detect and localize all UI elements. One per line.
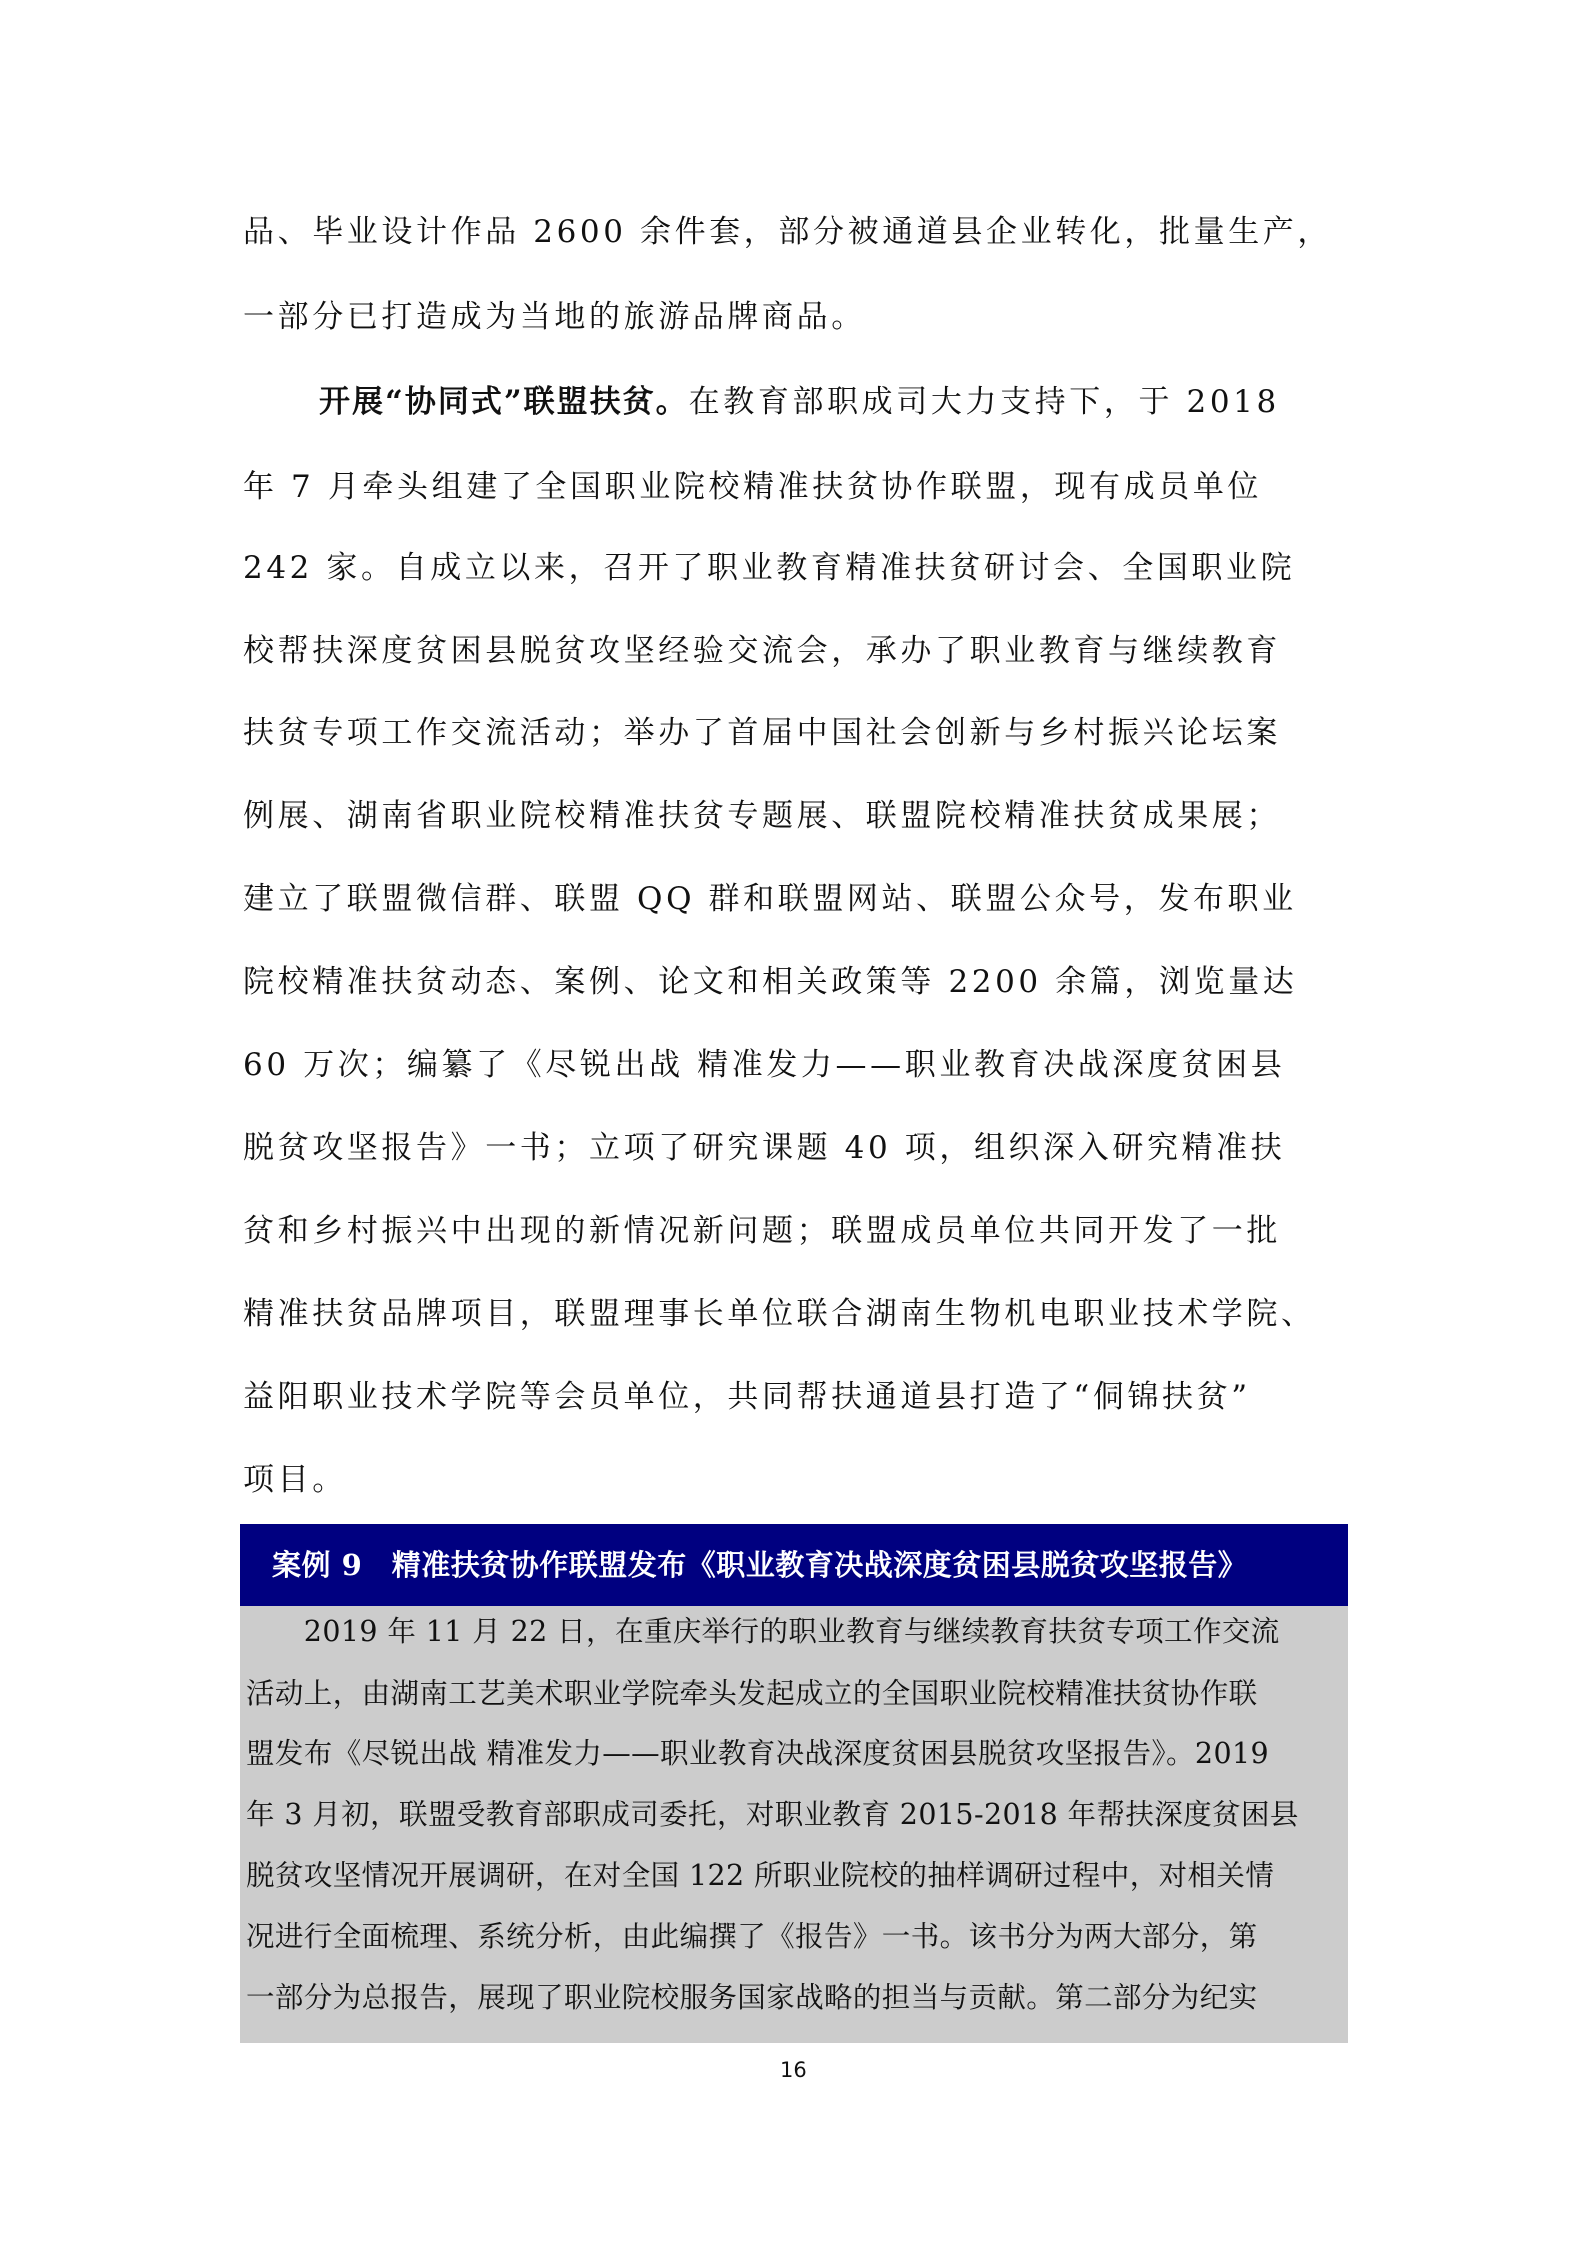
paragraph-line: 一部分已打造成为当地的旅游品牌商品。 (243, 299, 866, 335)
paragraph-line: 贫和乡村振兴中出现的新情况新问题；联盟成员单位共同开发了一批 (243, 1213, 1281, 1249)
case-study-body (240, 1606, 1348, 2043)
paragraph-line: 院校精准扶贫动态、案例、论文和相关政策等 2200 余篇，浏览量达 (243, 964, 1298, 1000)
paragraph-line: 精准扶贫品牌项目，联盟理事长单位联合湖南生物机电职业技术学院、 (243, 1296, 1316, 1332)
paragraph-line: 品、毕业设计作品 2600 余件套，部分被通道县企业转化，批量生产， (243, 214, 1332, 250)
paragraph-line: 益阳职业技术学院等会员单位，共同帮扶通道县打造了“侗锦扶贫” (243, 1379, 1251, 1415)
paragraph-line: 例展、湖南省职业院校精准扶贫专题展、联盟院校精准扶贫成果展； (243, 798, 1281, 834)
case-line: 脱贫攻坚情况开展调研，在对全国 122 所职业院校的抽样调研过程中，对相关情 (246, 1859, 1275, 1892)
paragraph-line: 脱贫攻坚报告》一书；立项了研究课题 40 项，组织深入研究精准扶 (243, 1130, 1286, 1166)
case-study-box (240, 1524, 1348, 2043)
case-line: 活动上，由湖南工艺美术职业学院牵头发起成立的全国职业院校精准扶贫协作联 (246, 1677, 1258, 1710)
paragraph-line: 扶贫专项工作交流活动；举办了首届中国社会创新与乡村振兴论坛案 (243, 715, 1281, 751)
paragraph-line: 校帮扶深度贫困县脱贫攻坚经验交流会，承办了职业教育与继续教育 (243, 633, 1281, 669)
case-study-title: 案例 9 精准扶贫协作联盟发布《职业教育决战深度贫困县脱贫攻坚报告》 (240, 1524, 1348, 1606)
section-lead-heading: 开展“协同式”联盟扶贫。 (319, 384, 689, 420)
page-number: 16 (780, 2058, 807, 2082)
case-line: 况进行全面梳理、系统分析，由此编撰了《报告》一书。该书分为两大部分，第 (246, 1920, 1258, 1953)
paragraph-line: 建立了联盟微信群、联盟 QQ 群和联盟网站、联盟公众号，发布职业 (243, 881, 1297, 917)
case-line: 2019 年 11 月 22 日，在重庆举行的职业教育与继续教育扶贫专项工作交流 (246, 1615, 1280, 1648)
paragraph-line (319, 382, 1280, 422)
paragraph-line: 242 家。自成立以来，召开了职业教育精准扶贫研讨会、全国职业院 (243, 550, 1296, 586)
paragraph-text: 在教育部职成司大力支持下，于 2018 (688, 384, 1280, 420)
case-line: 一部分为总报告，展现了职业院校服务国家战略的担当与贡献。第二部分为纪实 (246, 1981, 1258, 2014)
case-line: 盟发布《尽锐出战 精准发力——职业教育决战深度贫困县脱贫攻坚报告》。2019 (246, 1737, 1270, 1770)
case-line: 年 3 月初，联盟受教育部职成司委托，对职业教育 2015-2018 年帮扶深度贫困县 (246, 1798, 1299, 1831)
paragraph-line: 年 7 月牵头组建了全国职业院校精准扶贫协作联盟，现有成员单位 (243, 469, 1263, 505)
paragraph-line: 60 万次；编纂了《尽锐出战 精准发力——职业教育决战深度贫困县 (243, 1047, 1286, 1083)
paragraph-line: 项目。 (243, 1462, 347, 1498)
